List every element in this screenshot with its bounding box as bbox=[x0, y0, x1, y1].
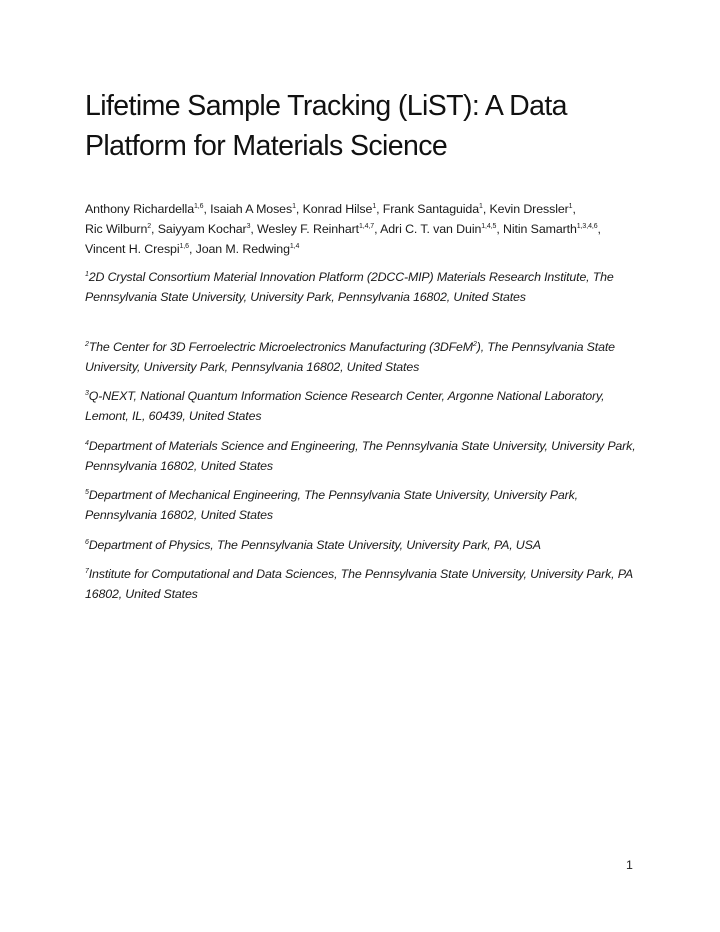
author-affiliation-marker: 1 bbox=[568, 203, 573, 210]
affiliation-text: The Center for 3D Ferroelectric Microelectronics Manufacturing (3DFeM bbox=[88, 340, 473, 354]
author-name: Joan M. Redwing bbox=[195, 242, 290, 256]
author-name: Vincent H. Crespi bbox=[85, 242, 180, 256]
affiliation bbox=[85, 485, 645, 525]
author bbox=[380, 222, 496, 236]
author-name: Isaiah A Moses bbox=[210, 202, 293, 216]
author-affiliation-marker: 1 bbox=[479, 203, 483, 210]
affiliation-number: 6 bbox=[85, 539, 89, 546]
author bbox=[490, 202, 573, 216]
affiliation-text: Q-NEXT, National Quantum Information Science Research Center, Argonne National Laboratory, Lemont, IL, 60439, United States bbox=[85, 389, 605, 423]
author bbox=[85, 242, 189, 256]
paper-title: Lifetime Sample Tracking (LiST): A Data Platform for Materials Science bbox=[85, 90, 567, 162]
affiliation bbox=[85, 564, 645, 604]
author-affiliation-marker: 1,6 bbox=[179, 243, 189, 250]
author-name: Wesley F. Reinhart bbox=[257, 222, 359, 236]
author-affiliation-marker: 1,4 bbox=[289, 243, 300, 250]
affiliation bbox=[85, 386, 645, 426]
affiliation-number: 2 bbox=[85, 341, 89, 348]
author-affiliation-marker: 1,4,5 bbox=[481, 223, 497, 230]
author-affiliation-marker: 1,3,4,6 bbox=[576, 223, 598, 230]
author bbox=[383, 202, 483, 216]
author-affiliation-marker: 1,6 bbox=[194, 203, 204, 210]
affiliation bbox=[85, 535, 645, 555]
author bbox=[503, 222, 597, 236]
affiliation bbox=[85, 337, 645, 377]
author-name: Kevin Dressler bbox=[489, 202, 569, 216]
author bbox=[85, 202, 203, 216]
author-affiliation-marker: 1,4,7 bbox=[359, 223, 375, 230]
author-affiliation-marker: 1 bbox=[372, 203, 377, 210]
author-name: Anthony Richardella bbox=[85, 202, 194, 216]
affiliation-text-continued: ), The Pennsylvania State University, University Park, Pennsylvania 16802, United States bbox=[85, 340, 615, 374]
author bbox=[85, 222, 151, 236]
author-name: Ric Wilburn bbox=[85, 222, 148, 236]
affiliation-number: 3 bbox=[85, 390, 89, 397]
author-name: Adri C. T. van Duin bbox=[380, 222, 482, 236]
author-affiliation-marker: 1 bbox=[292, 203, 296, 210]
affiliation-number: 7 bbox=[85, 568, 89, 575]
affiliation-text-superscript: 2 bbox=[472, 341, 477, 348]
affiliation bbox=[85, 436, 645, 476]
affiliation-number: 5 bbox=[85, 489, 89, 496]
author bbox=[158, 222, 251, 236]
author-name: Konrad Hilse bbox=[302, 202, 373, 216]
affiliation-text: 2D Crystal Consortium Material Innovation Platform (2DCC-MIP) Materials Research Institute, The Pennsylvania State University, University Park, Pennsylvania 16802, United States bbox=[85, 270, 614, 304]
author-affiliation-marker: 3 bbox=[246, 223, 251, 230]
author bbox=[210, 202, 296, 216]
author-name: Nitin Samarth bbox=[503, 222, 577, 236]
affiliation bbox=[85, 267, 645, 307]
author-list: Anthony Richardella$^{1,6}$, Isaiah A Moses$^1$, Konrad Hilse$^1$, Frank Santaguida$^1$, Kevin Dressler$^1$, Ric Wilburn$^2$, Saiyyam Kochar$^3$, Wesley F. Reinhart$^{1,4,7}$, Adri C. T. van Duin$^{1,4,5}$, Nitin Samarth$^{1,3,4,6}$, Vincent H. Crespi$^{1,6}$, Joan M. Redwing$^{1,4}$ bbox=[85, 202, 601, 256]
affiliation-text: Institute for Computational and Data Sciences, The Pennsylvania State University, University Park, PA 16802, United States bbox=[85, 567, 633, 601]
affiliation-text: Department of Mechanical Engineering, The Pennsylvania State University, University Park, Pennsylvania 16802, United States bbox=[85, 488, 578, 522]
author bbox=[303, 202, 377, 216]
author-affiliation-marker: 2 bbox=[147, 223, 152, 230]
affiliation-text: Department of Physics, The Pennsylvania State University, University Park, PA, USA bbox=[88, 538, 541, 552]
affiliation-text: Department of Materials Science and Engineering, The Pennsylvania State University, University Park, Pennsylvania 16802, United States bbox=[85, 439, 636, 473]
author bbox=[257, 222, 374, 236]
author-name: Saiyyam Kochar bbox=[157, 222, 247, 236]
affiliation-number: 4 bbox=[85, 440, 89, 447]
author-name: Frank Santaguida bbox=[382, 202, 480, 216]
author bbox=[196, 242, 300, 256]
page-number: 1 bbox=[626, 858, 633, 872]
affiliation-number: 1 bbox=[85, 271, 89, 278]
